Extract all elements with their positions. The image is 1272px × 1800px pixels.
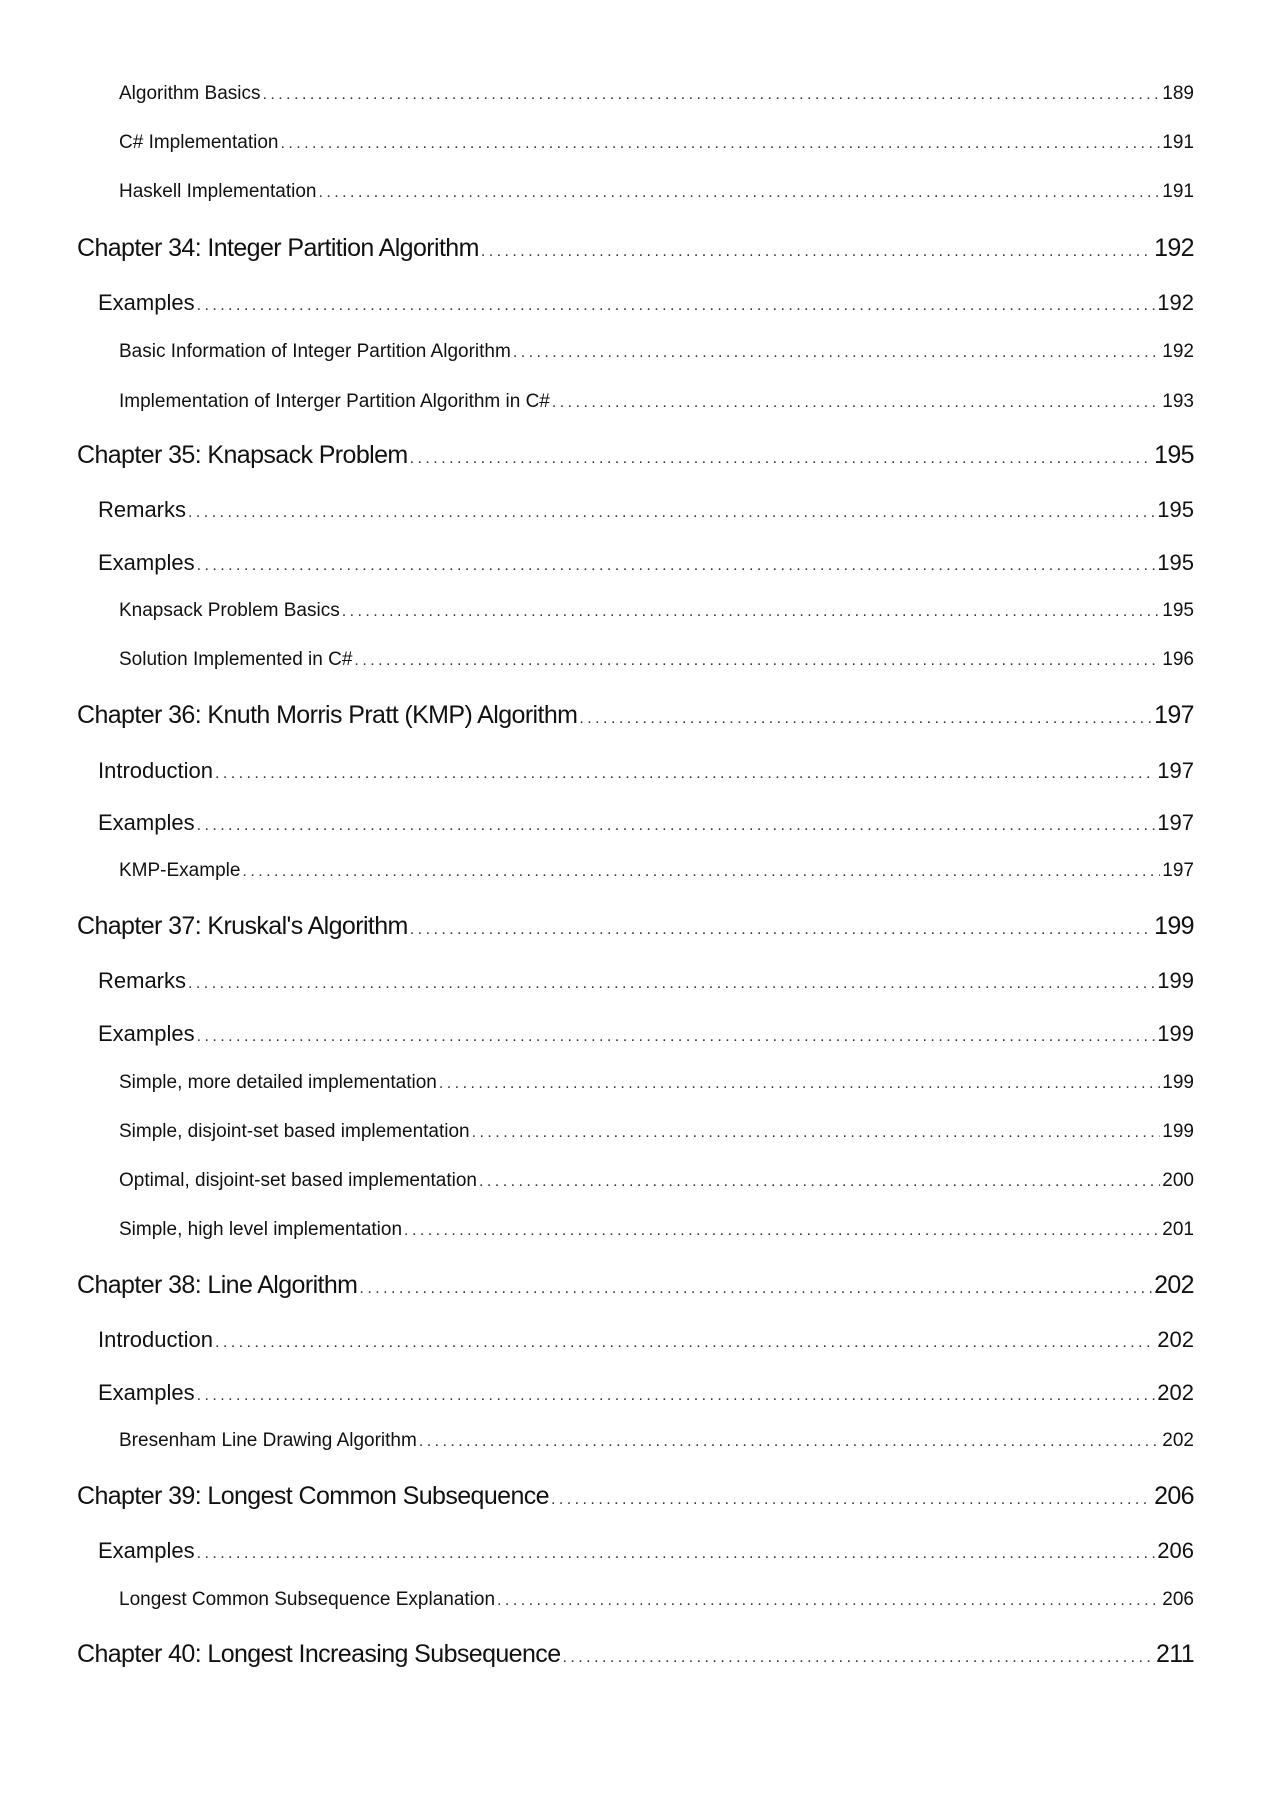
dot-leader: [242, 863, 1160, 881]
toc-entry[interactable]: [0, 758, 1194, 784]
toc-entry-page: 202: [1157, 1327, 1194, 1352]
toc-entry-page: 197: [1157, 810, 1194, 835]
toc-entry[interactable]: [0, 1021, 1194, 1047]
toc-entry-title: Chapter 40: Longest Increasing Subsequence: [77, 1640, 561, 1668]
toc-entry-title: Examples: [98, 1380, 195, 1405]
toc-entry-page: 192: [1162, 341, 1194, 362]
toc-entry-title: Examples: [98, 550, 195, 575]
toc-entry-title: Simple, more detailed implementation: [119, 1072, 437, 1093]
toc-entry[interactable]: [0, 550, 1194, 576]
dot-leader: [215, 765, 1155, 783]
toc-entry-page: 191: [1162, 132, 1194, 153]
toc-entry-page: 195: [1157, 497, 1194, 522]
dot-leader: [188, 975, 1155, 993]
dot-leader: [215, 1334, 1155, 1352]
toc-entry-title: Examples: [98, 810, 195, 835]
toc-entry-page: 199: [1154, 912, 1194, 940]
toc-entry-title: Basic Information of Integer Partition Algorithm: [119, 341, 511, 362]
toc-entry-title: Simple, disjoint-set based implementation: [119, 1121, 470, 1142]
dot-leader: [551, 1491, 1152, 1509]
toc-entry[interactable]: [0, 1121, 1194, 1143]
toc-entry-page: 197: [1162, 860, 1194, 881]
toc-entry[interactable]: [0, 391, 1194, 413]
toc-entry-title: Chapter 34: Integer Partition Algorithm: [77, 234, 479, 262]
toc-entry-title: Remarks: [98, 497, 187, 522]
toc-entry[interactable]: [0, 1072, 1194, 1094]
toc-entry[interactable]: [0, 290, 1194, 316]
toc-entry-page: 195: [1162, 600, 1194, 621]
toc-entry-title: Knapsack Problem Basics: [119, 600, 340, 621]
dot-leader: [354, 652, 1160, 670]
toc-entry-title: C# Implementation: [119, 132, 279, 153]
toc-entry-title: Introduction: [98, 758, 213, 783]
toc-entry-title: Examples: [98, 290, 195, 315]
toc-entry-title: Remarks: [98, 968, 187, 993]
dot-leader: [280, 135, 1160, 153]
toc-entry[interactable]: [0, 1538, 1194, 1564]
toc-entry-title: Chapter 36: Knuth Morris Pratt (KMP) Algorithm: [77, 701, 578, 729]
toc-entry[interactable]: [0, 83, 1194, 105]
dot-leader: [404, 1222, 1160, 1240]
toc-entry-title: Chapter 38: Line Algorithm: [77, 1271, 358, 1299]
toc-entry-page: 199: [1157, 1021, 1194, 1046]
toc-entry[interactable]: [0, 1380, 1194, 1406]
dot-leader: [419, 1433, 1160, 1451]
dot-leader: [579, 710, 1152, 728]
toc-entry-page: 202: [1154, 1271, 1194, 1299]
toc-entry-page: 193: [1162, 391, 1194, 412]
toc-entry[interactable]: [0, 860, 1194, 882]
dot-leader: [552, 394, 1160, 412]
toc-entry-title: Solution Implemented in C#: [119, 649, 353, 670]
toc-entry-title: Chapter 35: Knapsack Problem: [77, 441, 408, 469]
toc-entry-page: 206: [1162, 1589, 1194, 1610]
toc-entry-title: Optimal, disjoint-set based implementation: [119, 1170, 478, 1191]
dot-leader: [513, 344, 1160, 362]
dot-leader: [472, 1124, 1161, 1142]
dot-leader: [197, 557, 1156, 575]
dot-leader: [497, 1592, 1160, 1610]
toc-entry-page: 192: [1157, 290, 1194, 315]
toc-entry[interactable]: [0, 1170, 1194, 1192]
toc-entry[interactable]: [0, 341, 1194, 363]
dot-leader: [410, 450, 1152, 468]
toc-chapter-entry[interactable]: [0, 701, 1194, 730]
toc-entry-page: 202: [1157, 1380, 1194, 1405]
dot-leader: [263, 86, 1161, 104]
dot-leader: [197, 297, 1156, 315]
toc-entry-title: KMP-Example: [119, 860, 241, 881]
toc-entry-page: 192: [1154, 234, 1194, 262]
toc-entry-title: Chapter 37: Kruskal's Algorithm: [77, 912, 408, 940]
toc-entry-title: Examples: [98, 1538, 195, 1563]
toc-entry-page: 195: [1154, 441, 1194, 469]
toc-chapter-entry[interactable]: [0, 912, 1194, 941]
toc-entry-title: Examples: [98, 1021, 195, 1046]
dot-leader: [197, 1387, 1156, 1405]
toc-entry[interactable]: [0, 497, 1194, 523]
toc-entry[interactable]: [0, 132, 1194, 154]
toc-entry-page: 201: [1162, 1219, 1194, 1240]
dot-leader: [410, 921, 1152, 939]
toc-entry[interactable]: [0, 1327, 1194, 1353]
toc-entry-title: Implementation of Interger Partition Algorithm in C#: [119, 391, 550, 412]
toc-entry-page: 195: [1157, 550, 1194, 575]
toc-entry-title: Algorithm Basics: [119, 83, 261, 104]
dot-leader: [481, 243, 1152, 261]
toc-chapter-entry[interactable]: [0, 1482, 1194, 1511]
toc-entry[interactable]: [0, 810, 1194, 836]
toc-entry-page: 191: [1162, 181, 1194, 202]
toc-entry-page: 196: [1162, 649, 1194, 670]
toc-entry-title: Chapter 39: Longest Common Subsequence: [77, 1482, 549, 1510]
toc-chapter-entry[interactable]: [0, 1271, 1194, 1300]
toc-entry-page: 197: [1154, 701, 1194, 729]
toc-entry-page: 206: [1157, 1538, 1194, 1563]
dot-leader: [197, 817, 1156, 835]
dot-leader: [359, 1280, 1152, 1298]
dot-leader: [342, 603, 1161, 621]
toc-entry-title: Longest Common Subsequence Explanation: [119, 1589, 496, 1610]
toc-entry[interactable]: [0, 1589, 1194, 1611]
toc-entry-page: 199: [1157, 968, 1194, 993]
dot-leader: [197, 1545, 1156, 1563]
toc-entry-page: 199: [1162, 1072, 1194, 1093]
toc-entry[interactable]: [0, 649, 1194, 671]
toc-entry[interactable]: [0, 1430, 1194, 1452]
toc-entry-title: Introduction: [98, 1327, 213, 1352]
toc-entry-page: 206: [1154, 1482, 1194, 1510]
dot-leader: [197, 1028, 1156, 1046]
dot-leader: [563, 1649, 1154, 1667]
toc-entry-page: 202: [1162, 1430, 1194, 1451]
toc-entry-title: Bresenham Line Drawing Algorithm: [119, 1430, 417, 1451]
toc-entry[interactable]: [0, 968, 1194, 994]
toc-chapter-entry[interactable]: [0, 1640, 1194, 1669]
toc-entry[interactable]: [0, 1219, 1194, 1241]
dot-leader: [479, 1173, 1160, 1191]
toc-chapter-entry[interactable]: [0, 234, 1194, 263]
toc-entry-page: 199: [1162, 1121, 1194, 1142]
dot-leader: [318, 184, 1160, 202]
toc-entry-page: 197: [1157, 758, 1194, 783]
toc-chapter-entry[interactable]: [0, 441, 1194, 470]
toc-entry[interactable]: [0, 181, 1194, 203]
toc-entry-page: 211: [1155, 1640, 1194, 1668]
toc-entry-page: 200: [1162, 1170, 1194, 1191]
toc-entry-title: Simple, high level implementation: [119, 1219, 403, 1240]
dot-leader: [439, 1075, 1160, 1093]
toc-entry[interactable]: [0, 600, 1194, 622]
dot-leader: [188, 504, 1155, 522]
toc-entry-page: 189: [1162, 83, 1194, 104]
toc-entry-title: Haskell Implementation: [119, 181, 317, 202]
